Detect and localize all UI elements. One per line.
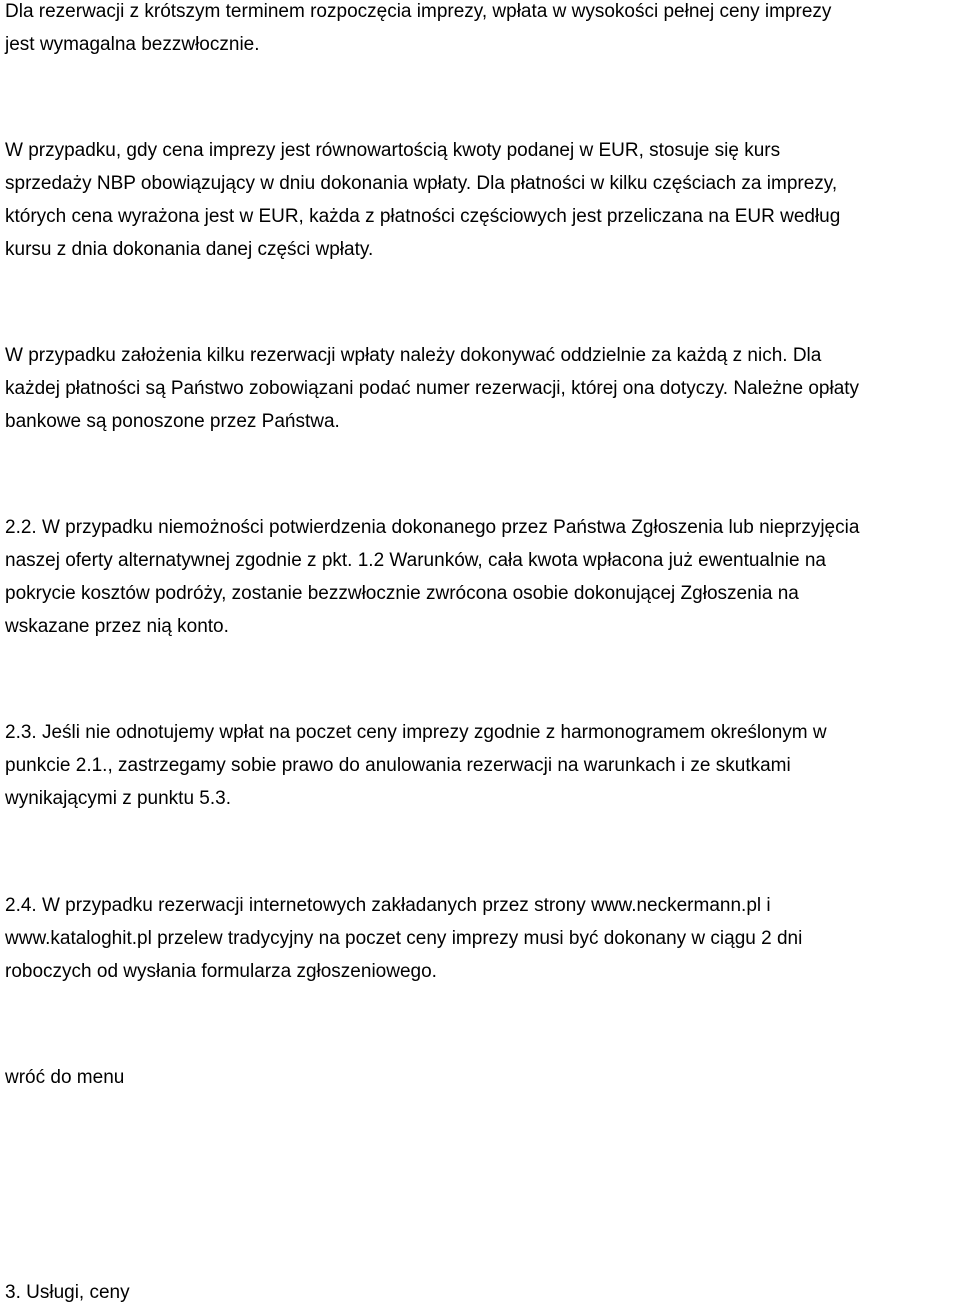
paragraph-line: roboczych od wysłania formularza zgłoszeniowego. [5, 961, 437, 982]
paragraph-line: sprzedaży NBP obowiązujący w dniu dokonania wpłaty. Dla płatności w kilku częściach za imprezy, [5, 173, 838, 194]
paragraph-line: 2.4. W przypadku rezerwacji internetowych zakładanych przez strony www.neckermann.pl i [5, 895, 771, 916]
back-to-menu-link[interactable]: wróć do menu [5, 1067, 125, 1088]
paragraph-line: www.kataloghit.pl przelew tradycyjny na poczet ceny imprezy musi być dokonany w ciągu 2 dni [5, 928, 803, 949]
section-heading: 3. Usługi, ceny [5, 1282, 130, 1303]
paragraph-line: 2.3. Jeśli nie odnotujemy wpłat na poczet ceny imprezy zgodnie z harmonogramem określonym w [5, 722, 827, 743]
paragraph-line: W przypadku, gdy cena imprezy jest równowartością kwoty podanej w EUR, stosuje się kurs [5, 140, 781, 161]
paragraph-line: 2.2. W przypadku niemożności potwierdzenia dokonanego przez Państwa Zgłoszenia lub nieprzyjęcia [5, 517, 860, 538]
paragraph-line: kursu z dnia dokonania danej części wpłaty. [5, 239, 374, 260]
paragraph-line: naszej oferty alternatywnej zgodnie z pkt. 1.2 Warunków, cała kwota wpłacona już ewentualnie na [5, 550, 826, 571]
paragraph-line: pokrycie kosztów podróży, zostanie bezzwłocznie zwrócona osobie dokonującej Zgłoszenia na [5, 583, 799, 604]
paragraph-line: jest wymagalna bezzwłocznie. [5, 34, 260, 55]
paragraph-line: Dla rezerwacji z krótszym terminem rozpoczęcia imprezy, wpłata w wysokości pełnej ceny imprezy [5, 1, 832, 22]
paragraph-line: W przypadku założenia kilku rezerwacji wpłaty należy dokonywać oddzielnie za każdą z nich. Dla [5, 345, 822, 366]
paragraph-line: punkcie 2.1., zastrzegamy sobie prawo do anulowania rezerwacji na warunkach i ze skutkami [5, 755, 791, 776]
paragraph-line: których cena wyrażona jest w EUR, każda z płatności częściowych jest przeliczana na EUR według [5, 206, 841, 227]
paragraph-line: wynikającymi z punktu 5.3. [5, 788, 231, 809]
paragraph-line: bankowe są ponoszone przez Państwa. [5, 411, 340, 432]
paragraph-line: wskazane przez nią konto. [5, 616, 229, 637]
paragraph-line: każdej płatności są Państwo zobowiązani podać numer rezerwacji, której ona dotyczy. Należne opłaty [5, 378, 860, 399]
